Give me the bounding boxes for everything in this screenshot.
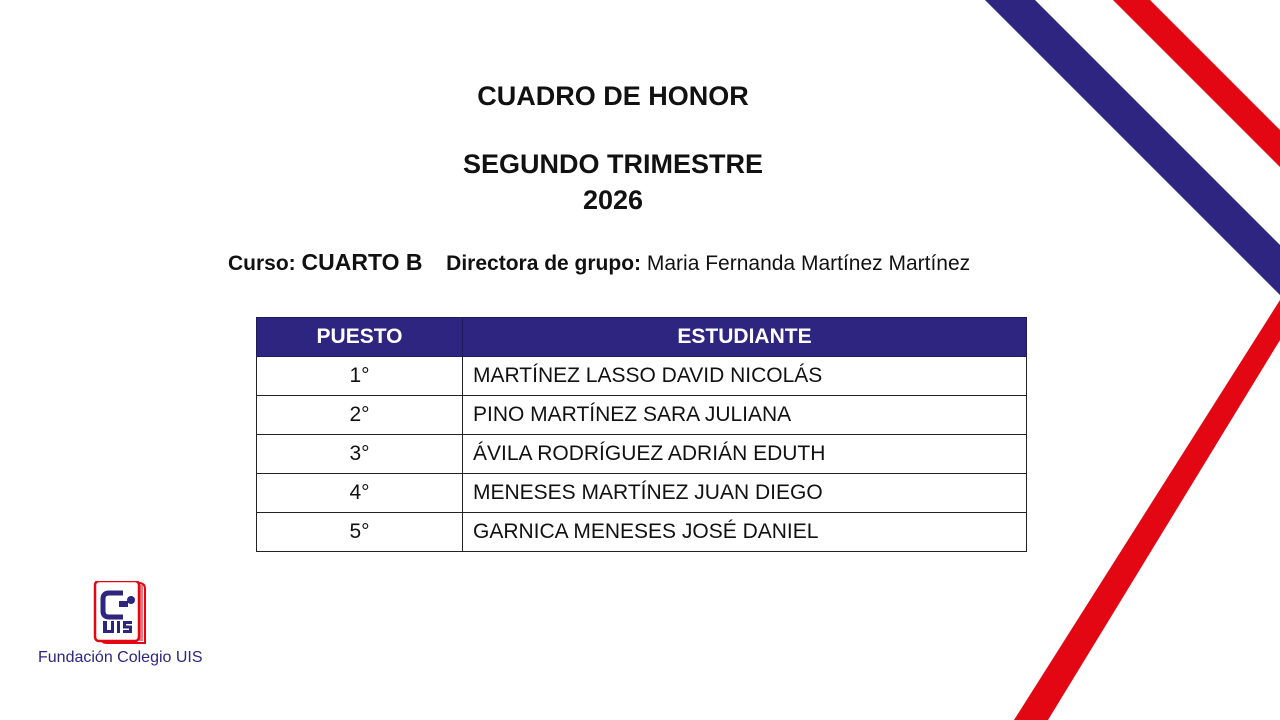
rank-cell: 1° [257, 357, 463, 396]
table-row [257, 513, 1027, 552]
header-puesto: PUESTO [257, 318, 463, 357]
rank-cell: 3° [257, 435, 463, 474]
table-header-row [257, 318, 1027, 357]
student-cell: PINO MARTÍNEZ SARA JULIANA [463, 396, 1027, 435]
rank-cell: 5° [257, 513, 463, 552]
table-row [257, 474, 1027, 513]
rank-cell: 4° [257, 474, 463, 513]
director-value: Maria Fernanda Martínez Martínez [646, 252, 971, 275]
student-cell: GARNICA MENESES JOSÉ DANIEL [463, 513, 1027, 552]
table-row [257, 435, 1027, 474]
course-info [228, 248, 1128, 278]
header-estudiante: ESTUDIANTE [463, 318, 1027, 357]
course-label: Curso: [228, 252, 296, 275]
honor-table [256, 317, 1027, 552]
rank-cell: 2° [257, 396, 463, 435]
table-row [257, 396, 1027, 435]
period-heading: SEGUNDO TRIMESTRE [462, 149, 764, 179]
student-cell: ÁVILA RODRÍGUEZ ADRIÁN EDUTH [463, 435, 1027, 474]
school-name: Fundación Colegio UIS [38, 649, 203, 666]
student-cell: MARTÍNEZ LASSO DAVID NICOLÁS [463, 357, 1027, 396]
director-label: Directora de grupo: [446, 252, 642, 275]
colegio-uis-logo-icon [93, 581, 149, 647]
year-heading: 2026 [582, 185, 644, 215]
course-value: CUARTO B [301, 249, 423, 275]
student-cell: MENESES MARTÍNEZ JUAN DIEGO [463, 474, 1027, 513]
table-row [257, 357, 1027, 396]
red-stripe-bottom [1014, 300, 1280, 720]
page-title: CUADRO DE HONOR [477, 81, 749, 111]
